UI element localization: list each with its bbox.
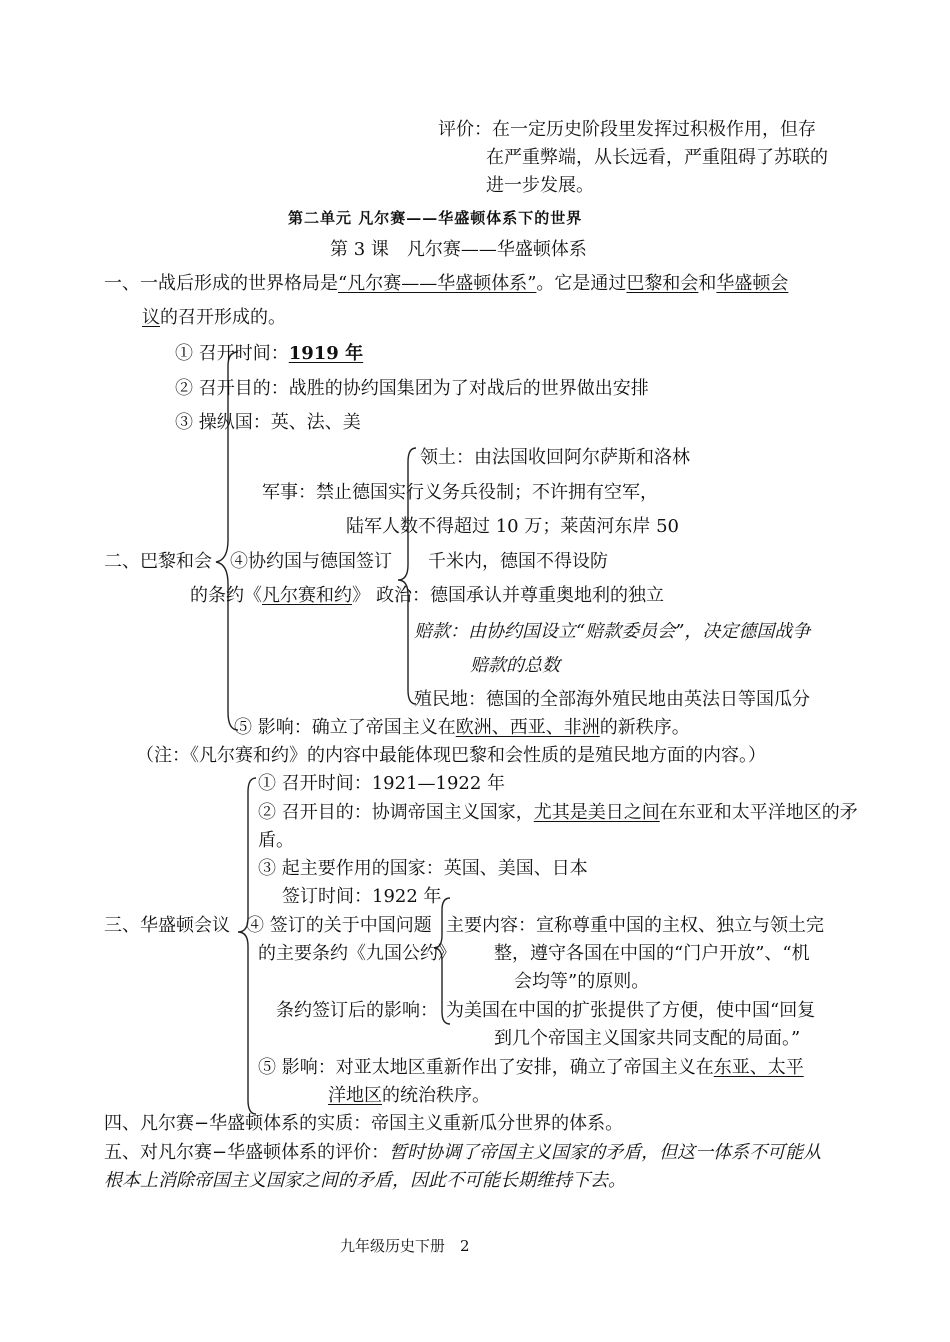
sec1-mid: 。它是通过 [536, 273, 627, 294]
washington-countries: ③ 起主要作用的国家：英国、美国、日本 [258, 858, 588, 879]
treaty-pre: 的条约《 [190, 585, 262, 606]
paris-impact-post: 的新秩序。 [599, 717, 690, 738]
washington-time: ① 召开时间：1921—1922 年 [258, 773, 506, 794]
washington-purpose-pre: ② 召开目的：协调帝国主义国家， [258, 802, 534, 823]
treaty-intro-1: ④协约国与德国签订 [230, 551, 392, 572]
sec1-term: “凡尔赛——华盛顿体系” [338, 273, 537, 294]
nine-power-effect-1: 为美国在中国的扩张提供了方便，使中国“回复 [446, 1000, 816, 1021]
nine-power-sign-time: 签订时间：1922 年 [282, 886, 442, 907]
washington-impact-pre: ⑤ 影响：对亚太地区重新作出了安排，确立了帝国主义在 [258, 1057, 714, 1078]
section-5-line1 [104, 1141, 821, 1165]
nine-power-effect-label: 条约签订后的影响： [276, 1000, 438, 1021]
top-eval-line3: 进一步发展。 [486, 175, 594, 196]
sec1-end: 的召开形成的。 [160, 307, 286, 328]
sec1-washington-part2: 议 [142, 307, 160, 328]
paris-time [175, 342, 363, 366]
section-4: 四、凡尔赛−华盛顿体系的实质：帝国主义重新瓜分世界的体系。 [104, 1113, 624, 1134]
sec1-and: 和 [698, 273, 717, 294]
unit-title: 第二单元 凡尔赛——华盛顿体系下的世界 [288, 209, 583, 227]
treaty-military-3: 千米内，德国不得设防 [428, 551, 608, 572]
washington-impact-underlined-1: 东亚、太平 [713, 1057, 804, 1078]
top-eval-line2: 在严重弊端，从长远看，严重阻碍了苏联的 [486, 147, 828, 168]
treaty-reparations-2: 赔款的总数 [470, 655, 560, 676]
washington-impact [258, 1056, 804, 1080]
sec5-italic-1: 暂时协调了帝国主义国家的矛盾，但这一体系不可能从 [389, 1142, 822, 1163]
sec5-pre: 五、对凡尔赛−华盛顿体系的评价： [104, 1142, 390, 1163]
washington-impact-line2 [328, 1084, 490, 1108]
page-footer: 九年级历史下册 2 [340, 1237, 470, 1255]
paris-time-label: ① 召开时间： [175, 343, 289, 364]
section-5-line2: 根本上消除帝国主义国家之间的矛盾，因此不可能长期维持下去。 [104, 1170, 626, 1191]
washington-label: 三、华盛顿会议 [104, 915, 230, 936]
paris-impact-regions: 欧洲、西亚、非洲 [455, 717, 600, 738]
washington-purpose-underlined: 尤其是美日之间 [533, 802, 660, 823]
nine-power-intro-1: ④ 签订的关于中国问题 [246, 915, 432, 936]
treaty-territory: 领土：由法国收回阿尔萨斯和洛林 [420, 447, 690, 468]
top-eval-line1: 评价：在一定历史阶段里发挥过积极作用，但存 [438, 119, 816, 140]
washington-brace [238, 778, 256, 1114]
sec1-washington-part1: 华盛顿会 [716, 273, 789, 294]
paris-impact [234, 716, 690, 740]
section-1-line2 [142, 306, 286, 330]
paris-note: （注：《凡尔赛和约》的内容中最能体现巴黎和会性质的是殖民地方面的内容。） [136, 745, 766, 766]
treaty-intro-2 [190, 584, 370, 608]
sec1-pre: 一、一战后形成的世界格局是 [104, 273, 338, 294]
section-1-line1 [104, 272, 788, 296]
paris-controllers: ③ 操纵国：英、法、美 [175, 412, 361, 433]
treaty-military-2: 陆军人数不得超过 10 万；莱茵河东岸 50 [346, 516, 679, 537]
paris-brace [216, 352, 238, 730]
nine-power-intro-2: 的主要条约《九国公约》 [258, 943, 456, 964]
paris-label: 二、巴黎和会 [104, 551, 212, 572]
treaty-reparations-1: 赔款：由协约国设立“赔款委员会”，决定德国战争 [414, 621, 811, 642]
washington-purpose-post: 在东亚和太平洋地区的矛 [659, 802, 858, 823]
washington-purpose-line2: 盾。 [258, 830, 294, 851]
treaty-post: 》 [352, 585, 370, 606]
washington-impact-post: 的统治秩序。 [382, 1085, 490, 1106]
washington-purpose [258, 801, 858, 825]
treaty-military-1: 军事：禁止德国实行义务兵役制；不许拥有空军， [262, 482, 658, 503]
nine-power-content-3: 会均等”的原则。 [514, 971, 650, 992]
paris-time-value: 1919 年 [288, 343, 364, 364]
paris-purpose: ② 召开目的：战胜的协约国集团为了对战后的世界做出安排 [175, 378, 649, 399]
nine-power-content-1: 主要内容：宣称尊重中国的主权、独立与领土完 [446, 915, 824, 936]
treaty-political: 政治：德国承认并尊重奥地利的独立 [376, 585, 664, 606]
nine-power-content-2: 整，遵守各国在中国的“门户开放”、“机 [494, 943, 810, 964]
treaty-colonies: 殖民地：德国的全部海外殖民地由英法日等国瓜分 [414, 689, 810, 710]
nine-power-effect-2: 到几个帝国主义国家共同支配的局面。” [494, 1028, 801, 1049]
treaty-name: 凡尔赛和约 [262, 585, 352, 606]
lesson-title: 第 3 课 凡尔赛——华盛顿体系 [330, 239, 587, 260]
washington-impact-underlined-2: 洋地区 [328, 1085, 382, 1106]
sec1-paris: 巴黎和会 [626, 273, 699, 294]
paris-impact-pre: ⑤ 影响：确立了帝国主义在 [234, 717, 456, 738]
